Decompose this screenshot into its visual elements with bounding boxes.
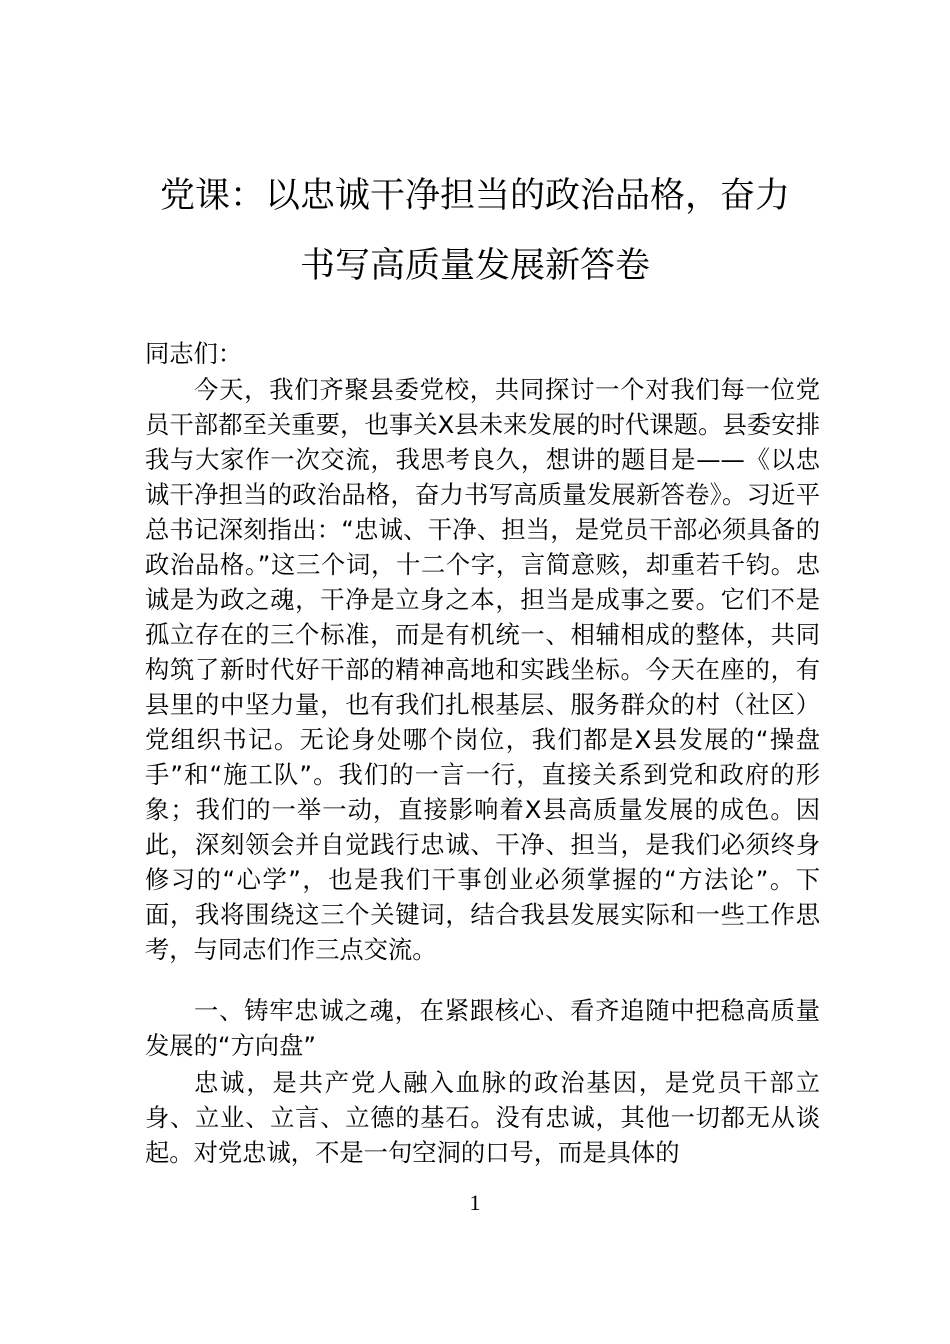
salutation: 同志们： [145,339,243,368]
paragraph-intro: 今天，我们齐聚县委党校，共同探讨一个对我们每一位党员干部都至关重要，也事关X县未来发展的时代课题。县委安排我与大家作一次交流，我思考良久，想讲的题目是——《以忠诚干净担当的政治品格，奋力书写高质量发展新答卷》。习近平总书记深刻指出：“忠诚、干净、担当，是党员干部必须具备的政治品格。”这三个词，十二个字，言简意赅，却重若千钧。忠诚是为政之魂，干净是立身之本，担当是成事之要。它们不是孤立存在的三个标准，而是有机统一、相辅相成的整体，共同构筑了新时代好干部的精神高地和实践坐标。今天在座的，有县里的中坚力量，也有我们扎根基层、服务群众的村（社区）党组织书记。无论身处哪个岗位，我们都是X县发展的“操盘手”和“施工队”。我们的一言一行，直接关系到党和政府的形象；我们的一举一动，直接影响着X县高质量发展的成色。因此，深刻领会并自觉践行忠诚、干净、担当，是我们必须终身修习的“心学”，也是我们干事创业必须掌握的“方法论”。下面，我将围绕这三个关键词，结合我县发展实际和一些工作思考，与同志们作三点交流。 [145,375,820,964]
document-title-line-1: 党课：以忠诚干净担当的政治品格，奋力 [159,176,790,216]
section-heading-1: 一、铸牢忠诚之魂，在紧跟核心、看齐追随中把稳高质量发展的“方向盘” [145,996,820,1060]
paragraph-section-1: 忠诚，是共产党人融入血脉的政治基因，是党员干部立身、立业、立言、立德的基石。没有忠诚，其他一切都无从谈起。对党忠诚，不是一句空洞的口号，而是具体的 [145,1068,820,1167]
page-number: 1 [469,1190,481,1215]
document-title-line-2: 书写高质量发展新答卷 [299,246,650,286]
